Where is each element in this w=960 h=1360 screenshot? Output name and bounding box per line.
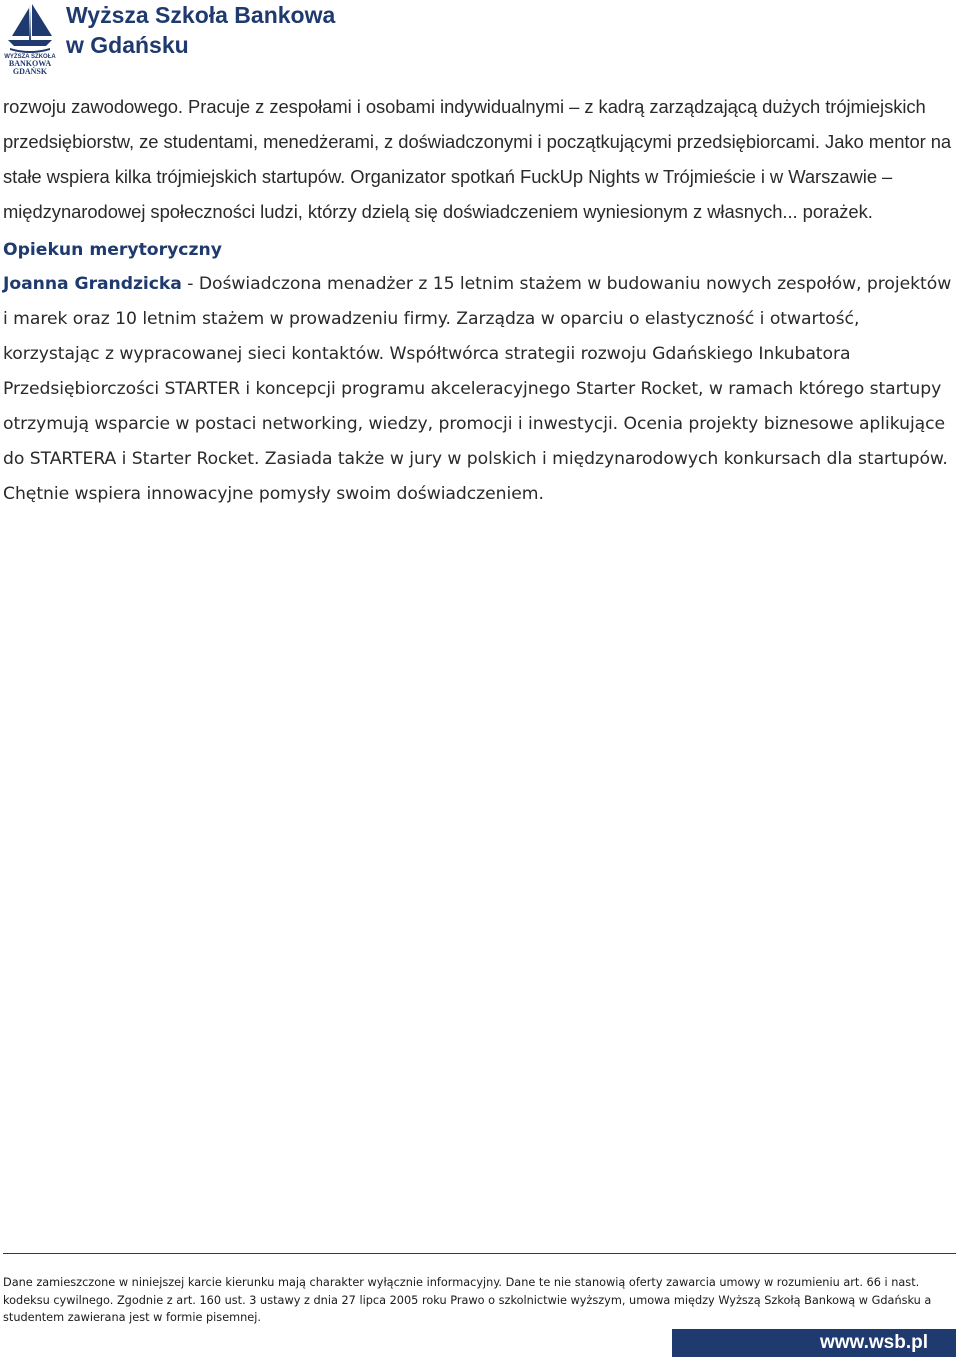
mentor-bio: - Doświadczona menadżer z 15 letnim stażem w budowaniu nowych zespołów, projektów i marek oraz 10 letnim stażem w prowadzeniu firmy. Zarządza w oparciu o elastyczność i otwartość, korzystając z wypracowanej sieci kontaktów. Współtwórca strategii rozwoju Gdańskiego Inkubatora Przedsiębiorczości STARTER i koncepcji programu akceleracyjnego Starter Rocket, w ramach którego startupy otrzymują wsparcie w postaci networking, wiedzy, promocji i inwestycji. Ocenia projekty biznesowe aplikujące do STARTERA i Starter Rocket. Zasiada także w jury w polskich i międzynarodowych konkursach dla startupów. Chętnie wspiera innowacyjne pomysły swoim doświadczeniem.: [3, 274, 952, 504]
website-link[interactable]: www.wsb.pl: [819, 1332, 928, 1353]
footer-url-bar: [672, 1329, 956, 1357]
mentor-name: Joanna Grandzicka: [3, 274, 182, 294]
page-header: [0, 0, 960, 80]
emblem-text-2: BANKOWA: [8, 59, 52, 68]
wsb-logo-emblem: [2, 2, 58, 76]
intro-paragraph: rozwoju zawodowego. Pracuje z zespołami i osobami indywidualnymi – z kadrą zarządzającą dużych trójmiejskich przedsiębiorstw, ze studentami, menedżerami, z doświadczonymi i początkującymi przedsiębiorcami. Jako mentor na stałe wspiera kilka trójmiejskich startupów. Organizator spotkań FuckUp Nights w Trójmieście i w Warszawie – międzynarodowej społeczności ludzi, którzy dzielą się doświadczeniem wyniesionym z własnych... porażek.: [3, 96, 952, 222]
emblem-text-3: GDAŃSK: [12, 67, 48, 76]
footer-disclaimer: Dane zamieszczone w niniejszej karcie kierunku mają charakter wyłącznie informacyjny. Dane te nie stanowią oferty zawarcia umowy w rozumieniu art. 66 i nast. kodeksu cywilnego. Zgodnie z art. 160 ust. 3 ustawy z dnia 27 lipca 2005 roku Prawo o szkolnictwie wyższym, umowa między Wyższą Szkołą Bankową w Gdańsku a studentem zawierana jest w formie pisemnej.: [3, 1276, 932, 1324]
logo-title: Wyższa Szkoła Bankowa: [66, 2, 336, 28]
main-content: [3, 89, 955, 512]
logo-subtitle: w Gdańsku: [66, 32, 189, 58]
section-heading: Opiekun merytoryczny: [3, 240, 222, 260]
emblem-text-1: WYŻSZA SZKOŁA: [4, 54, 56, 60]
footer-divider: [3, 1253, 956, 1254]
mentor-paragraph: [3, 267, 955, 512]
